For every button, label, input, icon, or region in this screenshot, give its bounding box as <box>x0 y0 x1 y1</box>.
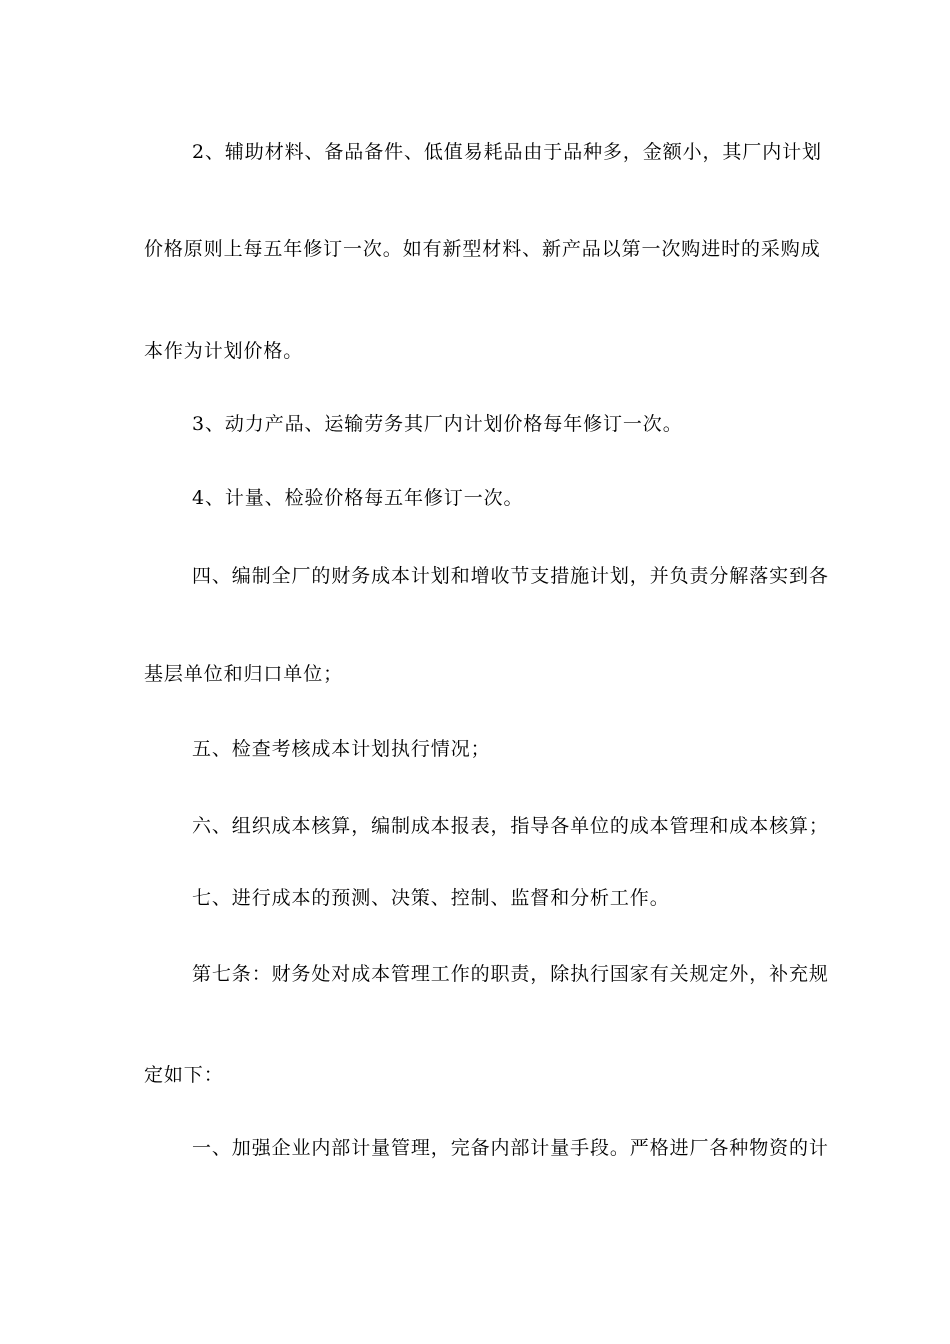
text-line: 六、组织成本核算，编制成本报表，指导各单位的成本管理和成本核算； <box>192 815 829 837</box>
text-line: 七、进行成本的预测、决策、控制、监督和分析工作。 <box>192 887 670 909</box>
text-line: 3、动力产品、运输劳务其厂内计划价格每年修订一次。 <box>192 413 683 435</box>
text-line: 第七条：财务处对成本管理工作的职责，除执行国家有关规定外，补充规 <box>192 963 829 985</box>
text-line: 价格原则上每五年修订一次。如有新型材料、新产品以第一次购进时的采购成 <box>144 238 821 260</box>
text-line: 一、加强企业内部计量管理，完备内部计量手段。严格进厂各种物资的计 <box>192 1137 829 1159</box>
text-line: 2、辅助材料、备品备件、低值易耗品由于品种多，金额小，其厂内计划 <box>192 141 822 163</box>
text-line: 五、检查考核成本计划执行情况； <box>192 738 491 760</box>
text-line: 本作为计划价格。 <box>144 340 304 362</box>
text-line: 基层单位和归口单位； <box>144 663 344 685</box>
text-line: 四、编制全厂的财务成本计划和增收节支措施计划，并负责分解落实到各 <box>192 565 829 587</box>
text-line: 4、计量、检验价格每五年修订一次。 <box>192 487 524 509</box>
text-line: 定如下： <box>144 1064 224 1086</box>
